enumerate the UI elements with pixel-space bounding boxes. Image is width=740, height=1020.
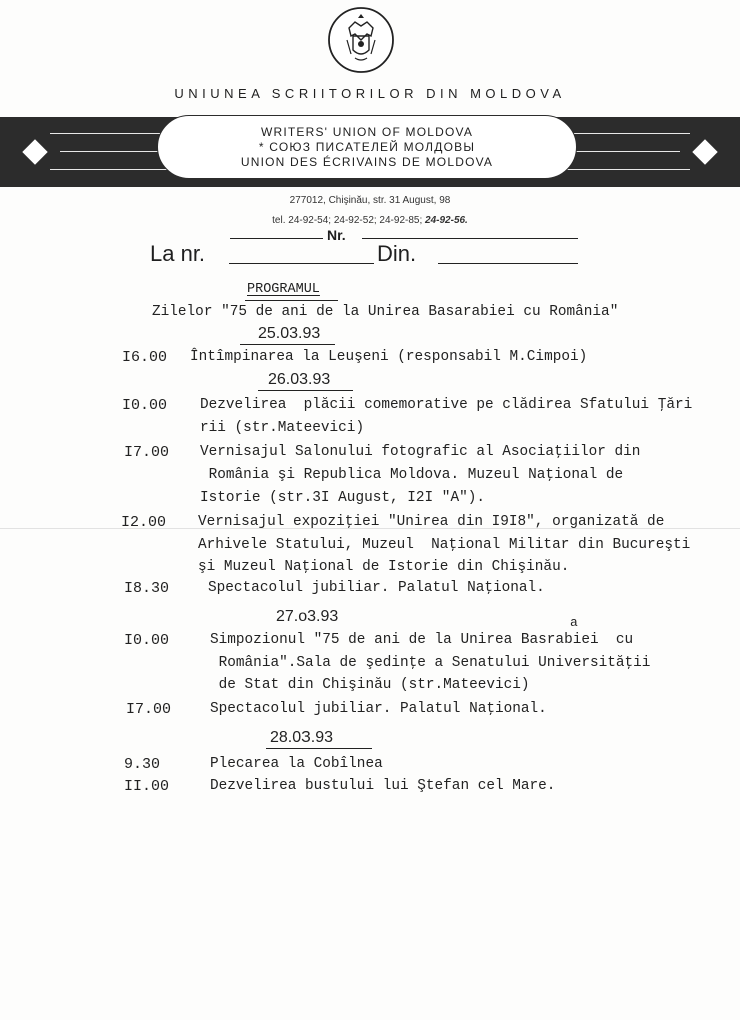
- org-name-russian: * СОЮЗ ПИСАТЕЛЕЙ МОЛДОВЫ: [258, 140, 476, 154]
- phones: tel. 24-92-54; 24-92-52; 24-92-85;: [272, 215, 423, 226]
- event-time: I6.00: [122, 349, 168, 366]
- event-text: România şi Republica Moldova. Muzeul Naţional de: [200, 467, 624, 483]
- coat-of-arms-seal-icon: [327, 6, 395, 74]
- event-text: Dezvelirea bustului lui Ştefan cel Mare.: [210, 778, 556, 794]
- event-time: I8.30: [124, 580, 170, 597]
- nr-label: Nr.: [327, 227, 346, 243]
- event-text: de Stat din Chişinău (str.Mateevici): [210, 677, 530, 693]
- day-date: 27.o3.93: [276, 608, 339, 625]
- day-date: 25.03.93: [258, 325, 321, 342]
- stray-mark: a: [570, 615, 578, 630]
- org-name-romanian: UNIUNEA SCRIITORILOR DIN MOLDOVA: [174, 86, 566, 101]
- event-text: Vernisajul Salonului fotografic al Asociaţiilor din: [200, 444, 641, 460]
- day-date: 28.0З.93: [270, 729, 334, 746]
- event-text: România".Sala de şedinţe a Senatului Universităţii: [210, 655, 651, 671]
- din-label: Din.: [377, 241, 417, 266]
- la-nr-label: La nr.: [150, 241, 206, 266]
- left-diamond-ornament: [22, 139, 47, 164]
- event-text: rii (str.Mateevici): [200, 420, 365, 436]
- event-text: şi Muzeul Naţional de Istorie din Chişinău.: [198, 559, 570, 575]
- event-text: Plecarea la Cobîlnea: [210, 756, 383, 772]
- event-text: Întîmpinarea la Leuşeni (responsabil M.Cimpoi): [190, 349, 588, 365]
- org-name-english: WRITERS' UNION OF MOLDOVA: [260, 125, 474, 139]
- org-name-french: UNION DES ÉCRIVAINS DE MOLDOVA: [240, 155, 494, 169]
- event-time: II.00: [124, 778, 170, 795]
- event-time: I2.00: [121, 514, 167, 531]
- day-date: 26.03.93: [268, 371, 331, 388]
- header-title-pill: [157, 115, 577, 179]
- event-time: I7.00: [124, 444, 170, 461]
- program-subtitle: Zilelor "75 de ani de la Unirea Basarabiei cu România": [152, 304, 619, 320]
- event-text: Istorie (str.3I August, I2I "A").: [200, 490, 485, 506]
- event-text: Spectacolul jubiliar. Palatul Naţional.: [210, 701, 547, 717]
- event-text: Spectacolul jubiliar. Palatul Naţional.: [208, 580, 545, 596]
- right-diamond-ornament: [692, 139, 717, 164]
- event-text: Arhivele Statului, Muzeul Naţional Militar din Bucureşti: [198, 537, 691, 553]
- phones-line: [0, 215, 740, 226]
- event-time: I0.00: [124, 632, 170, 649]
- phone-extra: 24-92-56.: [425, 215, 468, 226]
- event-time: 9.30: [124, 756, 161, 773]
- address: 277012, Chişinău, str. 31 August, 98: [289, 195, 451, 206]
- event-time: I0.00: [122, 397, 168, 414]
- event-time: I7.00: [126, 701, 172, 718]
- event-text: Vernisajul expoziţiei "Unirea din I9I8", organizată de: [198, 514, 665, 530]
- event-text: Simpozionul "75 de ani de la Unirea Basrabiei cu: [210, 632, 634, 648]
- program-heading: PROGRAMUL: [247, 282, 320, 297]
- event-text: Dezvelirea plăcii comemorative pe clădirea Sfatului Ţări: [200, 397, 693, 413]
